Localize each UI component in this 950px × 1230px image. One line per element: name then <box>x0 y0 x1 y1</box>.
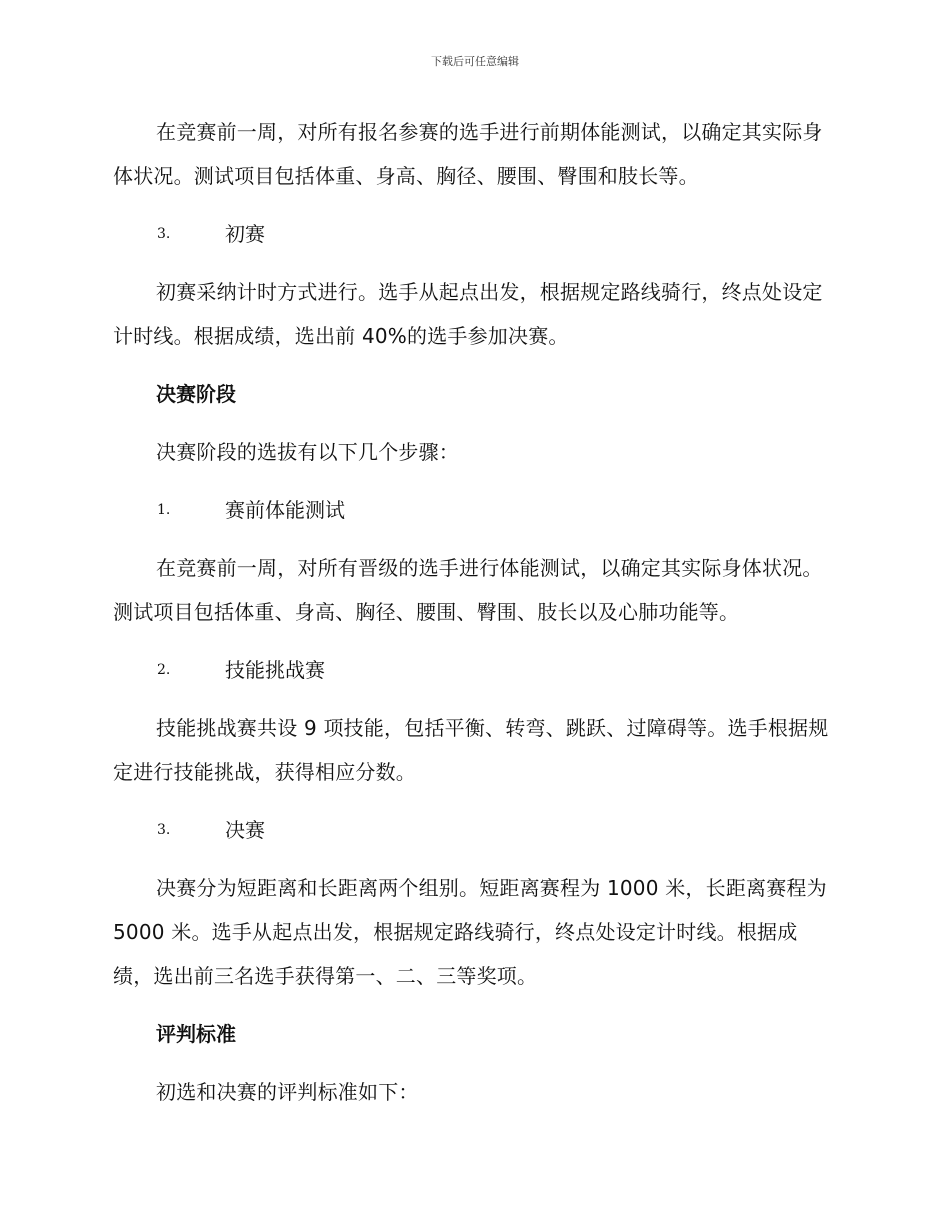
paragraph-fitness-test: 在竞赛前一周，对所有晋级的选手进行体能测试，以确定其实际身体状况。测试项目包括体重、身高、胸径、腰围、臀围、肢长以及心肺功能等。 <box>113 556 823 624</box>
page-header: 下载后可任意编辑 <box>431 55 519 68</box>
paragraph-pretest: 在竞赛前一周，对所有报名参赛的选手进行前期体能测试，以确定其实际身体状况。测试项目包括体重、身高、胸径、腰围、臀围和肢长等。 <box>113 120 823 188</box>
paragraph-final: 决赛分为短距离和长距离两个组别。短距离赛程为 1000 米，长距离赛程为 5000 米。选手从起点出发，根据规定路线骑行，终点处设定计时线。根据成绩，选出前三名选手获得第一、二、三等奖项。 <box>113 876 827 988</box>
list-label: 初赛 <box>225 222 265 246</box>
document-body <box>113 110 833 1114</box>
list-number: 2. <box>157 662 171 678</box>
section-heading-final: 决赛阶段 <box>156 382 236 406</box>
list-label: 技能挑战赛 <box>225 658 325 682</box>
list-number: 3. <box>157 822 171 838</box>
list-item-final <box>113 808 833 852</box>
paragraph-preliminary: 初赛采纳计时方式进行。选手从起点出发，根据规定路线骑行，终点处设定计时线。根据成绩，选出前 40%的选手参加决赛。 <box>113 280 823 348</box>
list-item-preliminary <box>113 212 833 256</box>
list-number: 3. <box>157 226 171 242</box>
list-item-skill-challenge <box>113 648 833 692</box>
paragraph-skill-challenge: 技能挑战赛共设 9 项技能，包括平衡、转弯、跳跃、过障碍等。选手根据规定进行技能挑战，获得相应分数。 <box>113 716 829 784</box>
paragraph-final-intro: 决赛阶段的选拔有以下几个步骤： <box>156 440 459 464</box>
list-number: 1. <box>157 502 171 518</box>
list-label: 决赛 <box>225 818 265 842</box>
paragraph-criteria: 初选和决赛的评判标准如下： <box>156 1080 419 1104</box>
list-label: 赛前体能测试 <box>225 498 345 522</box>
list-item-fitness-test <box>113 488 833 532</box>
section-heading-criteria: 评判标准 <box>156 1022 236 1046</box>
